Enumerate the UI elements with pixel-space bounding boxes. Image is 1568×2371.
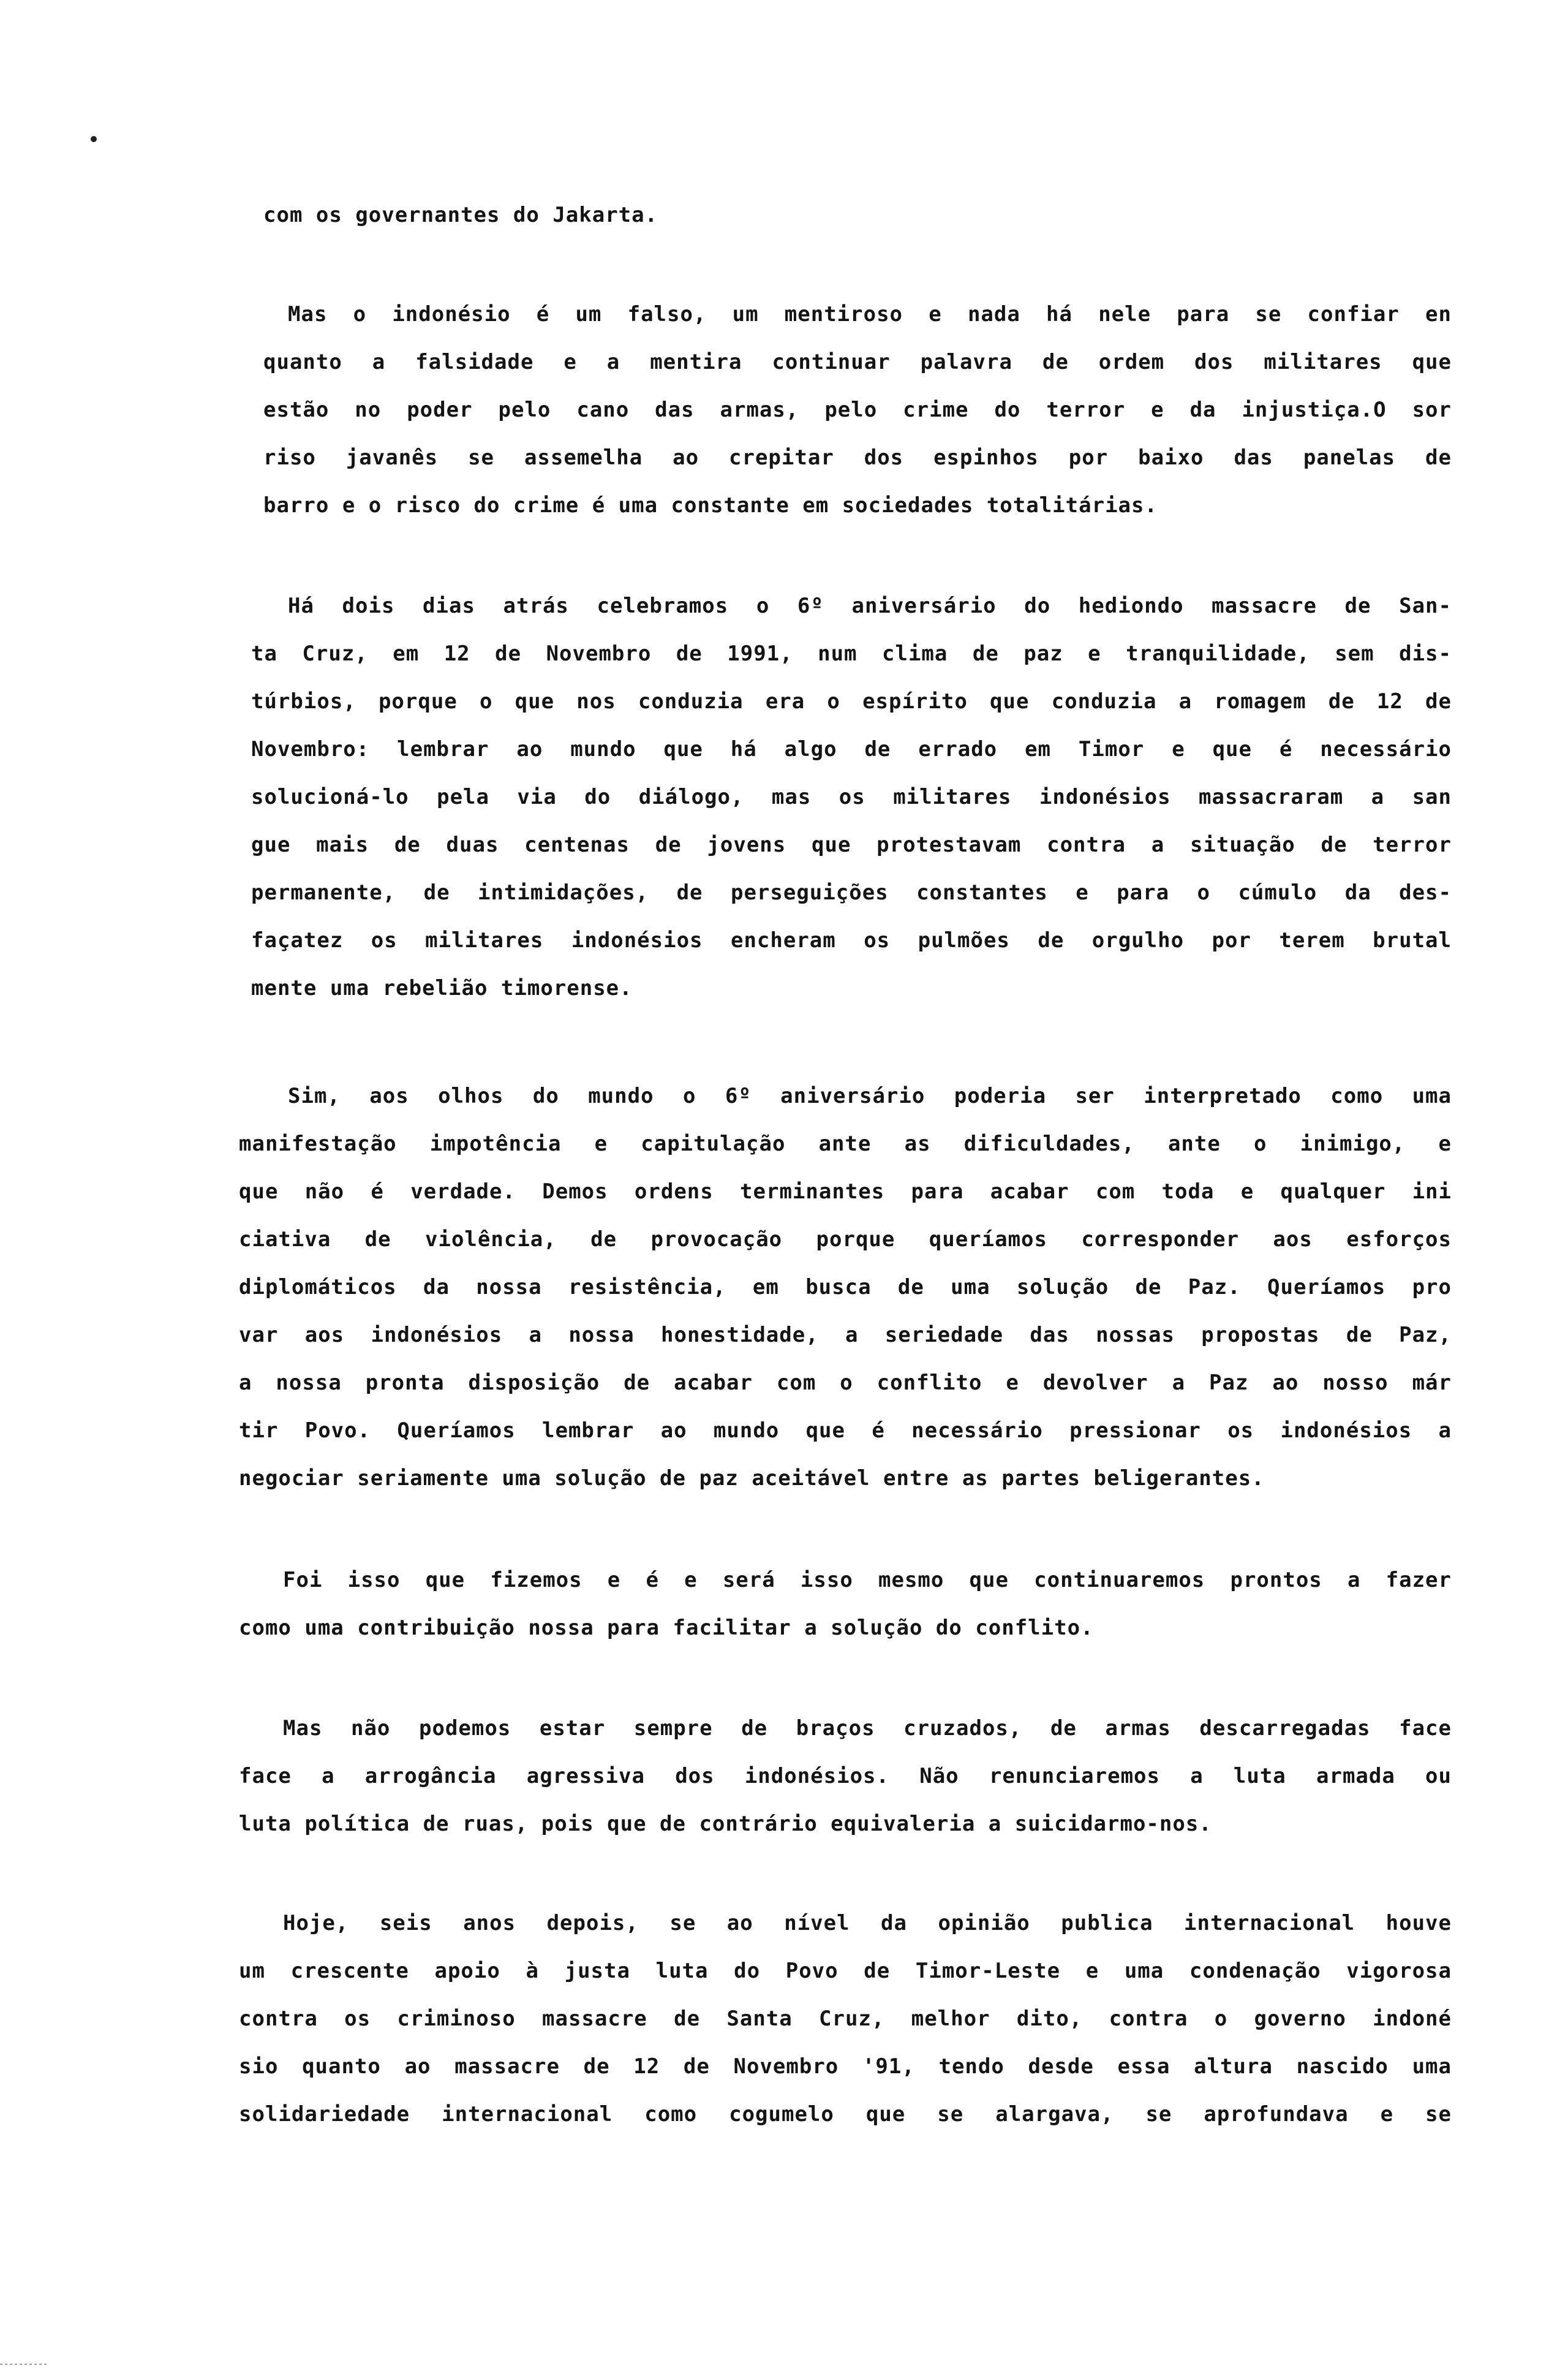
text-line: diplomáticos da nossa resistência, em busca de uma solução de Paz. Queríamos pro	[239, 1275, 1452, 1299]
text-line: estão no poder pelo cano das armas, pelo crime do terror e da injustiça.O sor	[263, 398, 1452, 422]
text-line: solucioná-lo pela via do diálogo, mas os militares indonésios massacraram a san	[251, 785, 1452, 809]
text-line: ta Cruz, em 12 de Novembro de 1991, num clima de paz e tranquilidade, sem dis-	[251, 641, 1452, 666]
text-line: ciativa de violência, de provocação porque queríamos corresponder aos esforços	[239, 1227, 1452, 1252]
text-line: que não é verdade. Demos ordens terminantes para acabar com toda e qualquer ini	[239, 1179, 1452, 1204]
scan-edge-mark	[0, 2364, 49, 2365]
text-line: Há dois dias atrás celebramos o 6º aniversário do hediondo massacre de San-	[288, 594, 1452, 618]
text-line: quanto a falsidade e a mentira continuar palavra de ordem dos militares que	[263, 350, 1452, 374]
text-line: a nossa pronta disposição de acabar com o conflito e devolver a Paz ao nosso már	[239, 1371, 1452, 1395]
text-line: sio quanto ao massacre de 12 de Novembro '91, tendo desde essa altura nascido uma	[239, 2054, 1452, 2079]
text-line: solidariedade internacional como cogumelo que se alargava, se aprofundava e se	[239, 2102, 1452, 2127]
paragraph-5	[239, 1556, 1452, 1652]
paragraph-7	[239, 1899, 1452, 2138]
text-line: Hoje, seis anos depois, se ao nível da opinião publica internacional houve	[283, 1911, 1452, 1935]
text-line: Foi isso que fizemos e é e será isso mesmo que continuaremos prontos a fazer	[283, 1568, 1452, 1592]
text-line: var aos indonésios a nossa honestidade, a seriedade das nossas propostas de Paz,	[239, 1323, 1452, 1347]
text-line: riso javanês se assemelha ao crepitar dos espinhos por baixo das panelas de	[263, 445, 1452, 470]
text-line: túrbios, porque o que nos conduzia era o espírito que conduzia a romagem de 12 de	[251, 689, 1452, 714]
text-line: mente uma rebelião timorense.	[251, 976, 633, 1000]
scan-mark	[91, 136, 97, 142]
paragraph-2	[239, 290, 1452, 529]
text-line: um crescente apoio à justa luta do Povo de Timor-Leste e uma condenação vigorosa	[239, 1959, 1452, 1983]
text-line: façatez os militares indonésios encheram os pulmões de orgulho por terem brutal	[251, 928, 1452, 953]
text-line: face a arrogância agressiva dos indonésios. Não renunciaremos a luta armada ou	[239, 1764, 1452, 1788]
text-line: tir Povo. Queríamos lembrar ao mundo que é necessário pressionar os indonésios a	[239, 1418, 1452, 1443]
text-line: barro e o risco do crime é uma constante em sociedades totalitárias.	[263, 493, 1158, 518]
paragraph-1	[239, 191, 1452, 239]
paragraph-4	[239, 1072, 1452, 1502]
text-line: contra os criminoso massacre de Santa Cruz, melhor dito, contra o governo indoné	[239, 2006, 1452, 2031]
text-line: Mas não podemos estar sempre de braços cruzados, de armas descarregadas face	[283, 1716, 1452, 1741]
text-line: como uma contribuição nossa para facilitar a solução do conflito.	[239, 1616, 1094, 1640]
text-line: permanente, de intimidações, de perseguições constantes e para o cúmulo da des-	[251, 880, 1452, 905]
text-line: Mas o indonésio é um falso, um mentiroso e nada há nele para se confiar en	[288, 302, 1452, 327]
text-line: manifestação impotência e capitulação ante as dificuldades, ante o inimigo, e	[239, 1132, 1452, 1156]
text-line: gue mais de duas centenas de jovens que protestavam contra a situação de terror	[251, 833, 1452, 857]
text-line: negociar seriamente uma solução de paz aceitável entre as partes beligerantes.	[239, 1466, 1265, 1491]
text-line: Novembro: lembrar ao mundo que há algo de errado em Timor e que é necessário	[251, 737, 1452, 762]
paragraph-3	[239, 582, 1452, 1012]
text-line: com os governantes do Jakarta.	[263, 203, 658, 227]
text-line: Sim, aos olhos do mundo o 6º aniversário poderia ser interpretado como uma	[288, 1084, 1452, 1108]
text-line: luta política de ruas, pois que de contrário equivaleria a suicidarmo-nos.	[239, 1812, 1212, 1836]
paragraph-6	[239, 1704, 1452, 1848]
